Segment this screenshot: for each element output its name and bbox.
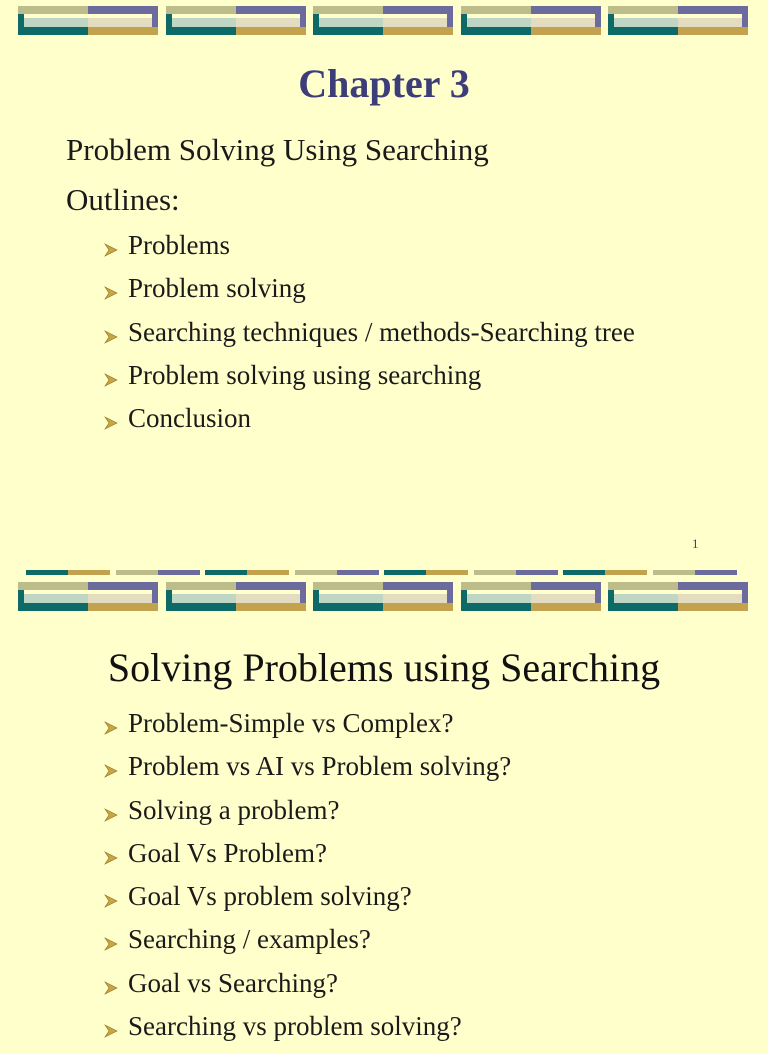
stripe-segment xyxy=(426,570,468,575)
band-block xyxy=(18,6,158,35)
stripe-segment xyxy=(337,570,379,575)
stripe-segment xyxy=(247,570,289,575)
stripe-segment xyxy=(116,570,158,575)
stripe-segment xyxy=(563,570,605,575)
slide-title: Chapter 3 xyxy=(298,61,470,106)
arrow-bullet-icon xyxy=(104,363,118,377)
slide-2: Solving Problems using Searching Problem-Simple vs Complex? Problem vs AI vs Problem solving? Solving a problem? Goal Vs Problem? Goal Vs problem solving? Searching / examples? Goal vs Searching? Searching vs problem solving? xyxy=(0,576,768,1024)
header-decoration-band xyxy=(18,582,748,611)
stripe-segment xyxy=(384,570,426,575)
arrow-bullet-icon xyxy=(104,754,118,768)
arrow-bullet-icon xyxy=(104,927,118,941)
arrow-bullet-icon xyxy=(104,798,118,812)
band-block xyxy=(313,582,453,611)
footer-decoration-stripe xyxy=(26,570,738,575)
outline-heading: Outlines: xyxy=(66,182,180,217)
stripe-segment xyxy=(653,570,695,575)
arrow-bullet-icon xyxy=(104,971,118,985)
band-block xyxy=(18,582,158,611)
arrow-bullet-icon xyxy=(104,233,118,247)
stripe-segment xyxy=(205,570,247,575)
stripe-segment xyxy=(516,570,558,575)
band-block xyxy=(461,582,601,611)
slide-title: Solving Problems using Searching xyxy=(107,645,661,690)
band-block xyxy=(608,6,748,35)
stripe-segment xyxy=(68,570,110,575)
arrow-bullet-icon xyxy=(104,711,118,725)
band-block xyxy=(166,582,306,611)
band-block xyxy=(608,582,748,611)
arrow-bullet-icon xyxy=(104,406,118,420)
arrow-bullet-icon xyxy=(104,1014,118,1028)
stripe-segment xyxy=(605,570,647,575)
arrow-bullet-icon xyxy=(104,320,118,334)
stripe-segment xyxy=(474,570,516,575)
stripe-segment xyxy=(695,570,737,575)
slide-subtitle: Problem Solving Using Searching xyxy=(66,132,489,167)
band-block xyxy=(166,6,306,35)
stripe-segment xyxy=(295,570,337,575)
page-number: 1 xyxy=(692,536,699,551)
arrow-bullet-icon xyxy=(104,276,118,290)
arrow-bullet-icon xyxy=(104,884,118,898)
band-block xyxy=(461,6,601,35)
stripe-segment xyxy=(158,570,200,575)
stripe-segment xyxy=(26,570,68,575)
arrow-bullet-icon xyxy=(104,841,118,855)
header-decoration-band xyxy=(18,6,748,35)
band-block xyxy=(313,6,453,35)
slide-1: Chapter 3 Problem Solving Using Searching Outlines: Problems Problem solving Searching techniques / methods-Searching tree Problem solving using searching Conclusion 1 xyxy=(0,0,768,576)
